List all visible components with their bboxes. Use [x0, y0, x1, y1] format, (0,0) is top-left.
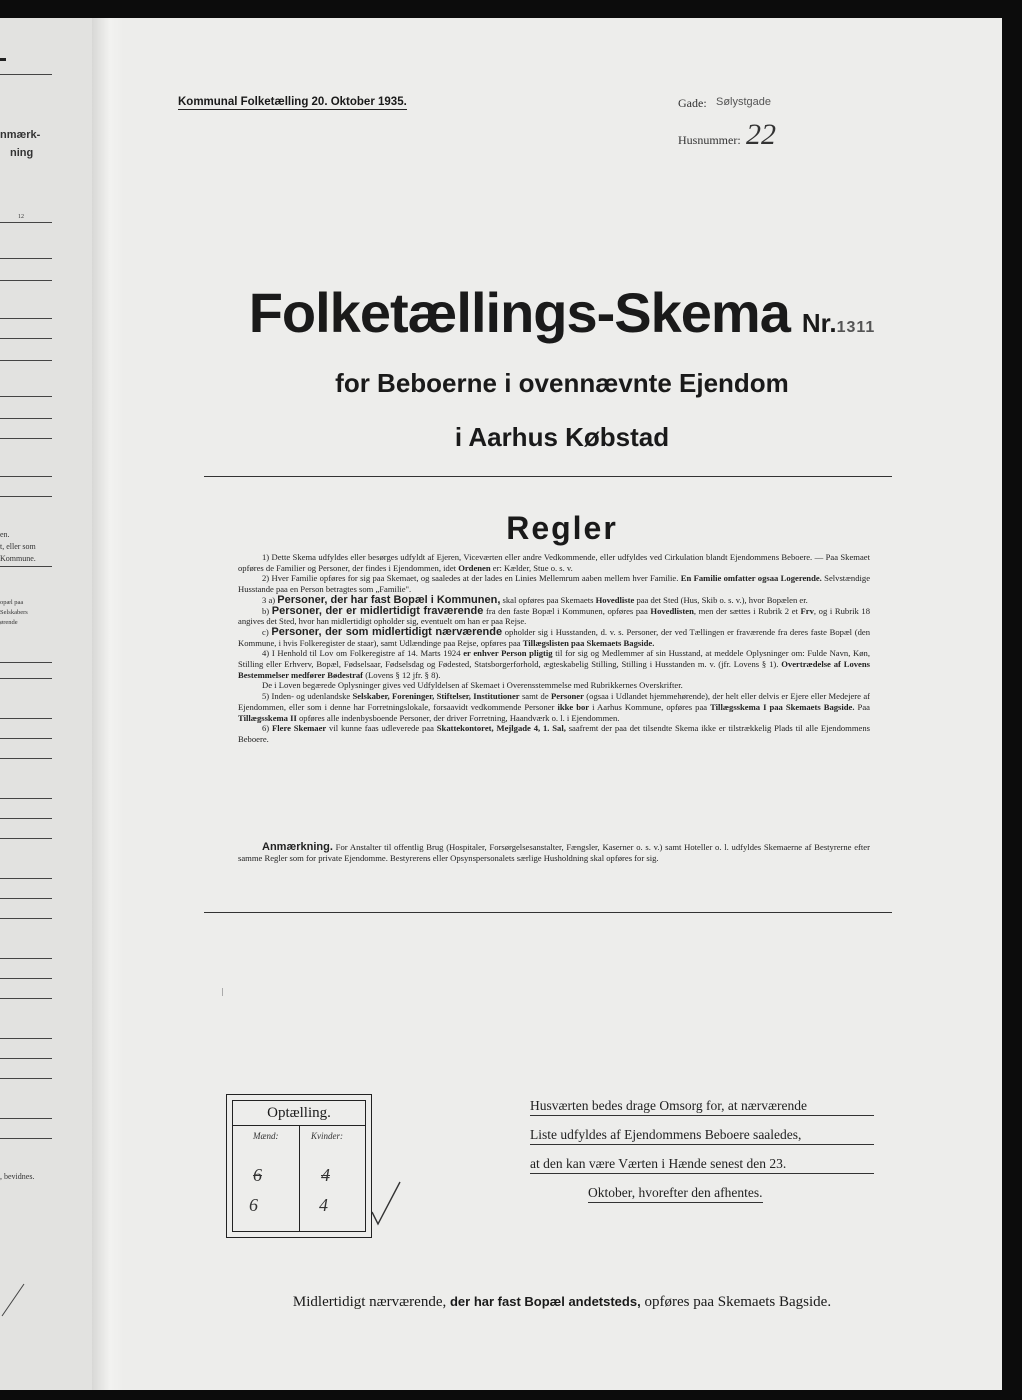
form-title-main: Folketællings-Skema: [248, 281, 790, 344]
divider: [0, 280, 52, 281]
divider: [0, 318, 52, 319]
side-note: en.: [0, 530, 10, 539]
rule-2: 2) Hver Familie opføres for sig paa Skemaet, og saaledes at der lades en Linies Mellemrum aaben mellem hver Familie. En Familie omfatter ogsaa Logerende. Selvstændige Husstande paa en Person betragtes som „Familie".: [238, 573, 871, 595]
divider: [0, 418, 52, 419]
divider: [0, 1058, 52, 1059]
form-number-value: 1311: [836, 319, 876, 336]
side-note: Selskabers: [0, 609, 28, 616]
side-note: , bevidnes.: [0, 1172, 35, 1181]
divider: [0, 258, 52, 259]
rules-heading: Regler: [506, 510, 618, 546]
women-column-header: Kvinder:: [311, 1131, 343, 1141]
form-subtitle: for Beboerne i ovennævnte Ejendom: [335, 368, 789, 398]
divider: [0, 718, 52, 719]
notice-line: at den kan være Værten i Hænde senest den 23.: [530, 1156, 874, 1174]
divider: [0, 476, 52, 477]
divider: [0, 396, 52, 397]
notice-line: Liste udfyldes af Ejendommens Beboere saaledes,: [530, 1127, 874, 1145]
divider: [0, 1078, 52, 1079]
divider: [0, 438, 52, 439]
rules-text: [238, 552, 870, 745]
pen-stroke: [0, 1280, 30, 1320]
divider: [0, 222, 52, 223]
side-note: opæl paa: [0, 599, 24, 606]
divider: [0, 818, 52, 819]
count-box-title: Optælling.: [233, 1101, 365, 1126]
house-number-label: Husnummer:: [678, 133, 741, 147]
form-title: [122, 280, 1002, 345]
divider: [0, 1038, 52, 1039]
men-column-header: Mænd:: [253, 1131, 279, 1141]
column-header-1: nmærk-: [0, 129, 41, 141]
column-separator: [299, 1125, 300, 1231]
remark-text: For Anstalter til offentlig Brug (Hospitaler, Forsørgelsesanstalter, Fængsler, Kaserner o. s. v.) samt Hoteller o. l. udfyldes Skemaerne af Bestyrerne efter samme Regler som for private Ejendomme. Bestyrerens eller Opsynspersonalets særlige Husholdning skal opføres for sig.: [238, 842, 870, 863]
house-number-value: 22: [746, 118, 776, 151]
divider: [0, 738, 52, 739]
divider: [0, 958, 52, 959]
women-count: 4: [319, 1195, 328, 1215]
divider: [0, 360, 52, 361]
men-count-struck: 6: [253, 1165, 262, 1185]
remark: [238, 842, 870, 863]
divider: [0, 1118, 52, 1119]
divider: [0, 898, 52, 899]
column-number: 12: [18, 214, 24, 220]
divider: [0, 758, 52, 759]
rule-3a: 3 a) Personer, der har fast Bopæl i Kommunen, skal opføres paa Skemaets Hovedliste paa det Sted (Hus, Skib o. s. v.), hvor Bopælen er.: [262, 593, 808, 606]
divider: [204, 912, 892, 913]
notice-line: Husværten bedes drage Omsorg for, at nærværende: [530, 1098, 874, 1116]
women-count-struck: 4: [321, 1165, 330, 1185]
divider: [0, 338, 52, 339]
landlord-notice: [530, 1098, 874, 1214]
column-header-2: ning: [10, 147, 34, 159]
street-value: Sølystgade: [716, 96, 772, 108]
rule-6: 6) Flere Skemaer vil kunne faas udleverede paa Skattekontoret, Mejlgade 4, 1. Sal, saafremt der paa det tilsendte Skema ikke er tilstrækkelig Plads til alle Ejendommens Beboere.: [238, 723, 871, 744]
divider: [204, 476, 892, 477]
census-title: Kommunal Folketælling 20. Oktober 1935.: [178, 96, 407, 108]
divider: [0, 74, 52, 75]
previous-page-edge: [0, 18, 92, 1390]
mark: [0, 58, 6, 61]
book-spine: [92, 18, 122, 1390]
rule-4: 4) I Henhold til Lov om Folkeregistre af 14. Marts 1924 er enhver Person pligtig til for sig og Medlemmer af sin Husstand, at meddele Oplysninger om: Fulde Navn, Køn, Stilling eller Erhverv, Bopæl, Fødselsaar, Fødselsdag og Fødested, Statsborgerforhold, ægteskabelig Stilling, Stilling i Husstanden m. v. (jfr. Lovens § 1). Overtrædelse af Lovens Bestemmelser medfører Bødestraf (Lovens § 12 jfr. § 8).: [238, 648, 871, 680]
divider: [0, 918, 52, 919]
rule-3b: b) Personer, der er midlertidigt fraværende fra den faste Bopæl i Kommunen, opføres paa Hovedlisten, men der sættes i Rubrik 2 et Frv, og i Rubrik 18 angives det Sted, hvor han midlertidigt opholder sig, eventuelt om han er paa Rejse.: [238, 604, 870, 627]
side-note: ørende: [0, 619, 18, 626]
divider: [0, 662, 52, 663]
side-note: Kommune.: [0, 554, 36, 563]
rule-5: 5) Inden- og udenlandske Selskaber, Foreninger, Stiftelser, Institutioner samt de Personer (ogsaa i Udlandet hjemmehørende), der helt eller delvis er Ejere eller Medejere af Ejendommen, eller som i denne har Forretningslokale, forsaavidt vedkommende Personer ikke bor i Aarhus Kommune, opføres paa Tillægsskema I paa Skemaets Bagside. Paa Tillægsskema II opføres alle indenbysboende Personer, der driver Forretning, Haandværk o. l. i Ejendommen.: [238, 691, 870, 723]
divider: [0, 1138, 52, 1139]
footer-note: Midlertidigt nærværende, der har fast Bopæl andetsteds, opføres paa Skemaets Bagside.: [292, 1294, 832, 1310]
remark-label: Anmærkning.: [262, 841, 333, 853]
form-number-label: Nr.: [801, 308, 837, 338]
rule-3c: c) Personer, der som midlertidigt nærværende opholder sig i Husstanden, d. v. s. Personer, der ved Tællingen er fraværende fra deres faste Bopæl (den Kommune, i hvis Folkeregister de staar), samt Udlændinge paa Rejse, opføres paa Tillægslisten paa Skemaets Bagside.: [238, 625, 871, 648]
divider: [0, 798, 52, 799]
form-subtitle-city: i Aarhus Købstad: [454, 422, 670, 452]
divider: [0, 496, 52, 497]
side-note: t, eller som: [0, 542, 36, 551]
divider: [0, 978, 52, 979]
divider: [0, 878, 52, 879]
checkmark-icon: [368, 1178, 404, 1228]
street-label: Gade:: [678, 96, 707, 110]
census-form-page: [122, 18, 1002, 1390]
rule-4-note: De i Loven begærede Oplysninger gives ved Udfyldelsen af Skemaet i Overensstemmelse med Rubrikkernes Overskrifter.: [262, 680, 683, 691]
divider: [0, 566, 52, 567]
notice-line: Oktober, hvorefter den afhentes.: [588, 1185, 763, 1203]
rule-1: 1) Dette Skema udfyldes eller besørges udfyldt af Ejeren, Viceværten eller andre Vedkommende, eller udfyldes ved Cirkulation blandt Ejendommens Beboere. — Paa Skemaet opføres de Familier og Personer, der findes i Ejendommen, idet Ordenen er: Kælder, Stue o. s. v.: [238, 552, 870, 573]
men-count: 6: [249, 1195, 258, 1215]
divider: [0, 838, 52, 839]
divider: [0, 998, 52, 999]
speck: [222, 988, 223, 996]
divider: [0, 678, 52, 679]
count-box: [226, 1094, 372, 1238]
